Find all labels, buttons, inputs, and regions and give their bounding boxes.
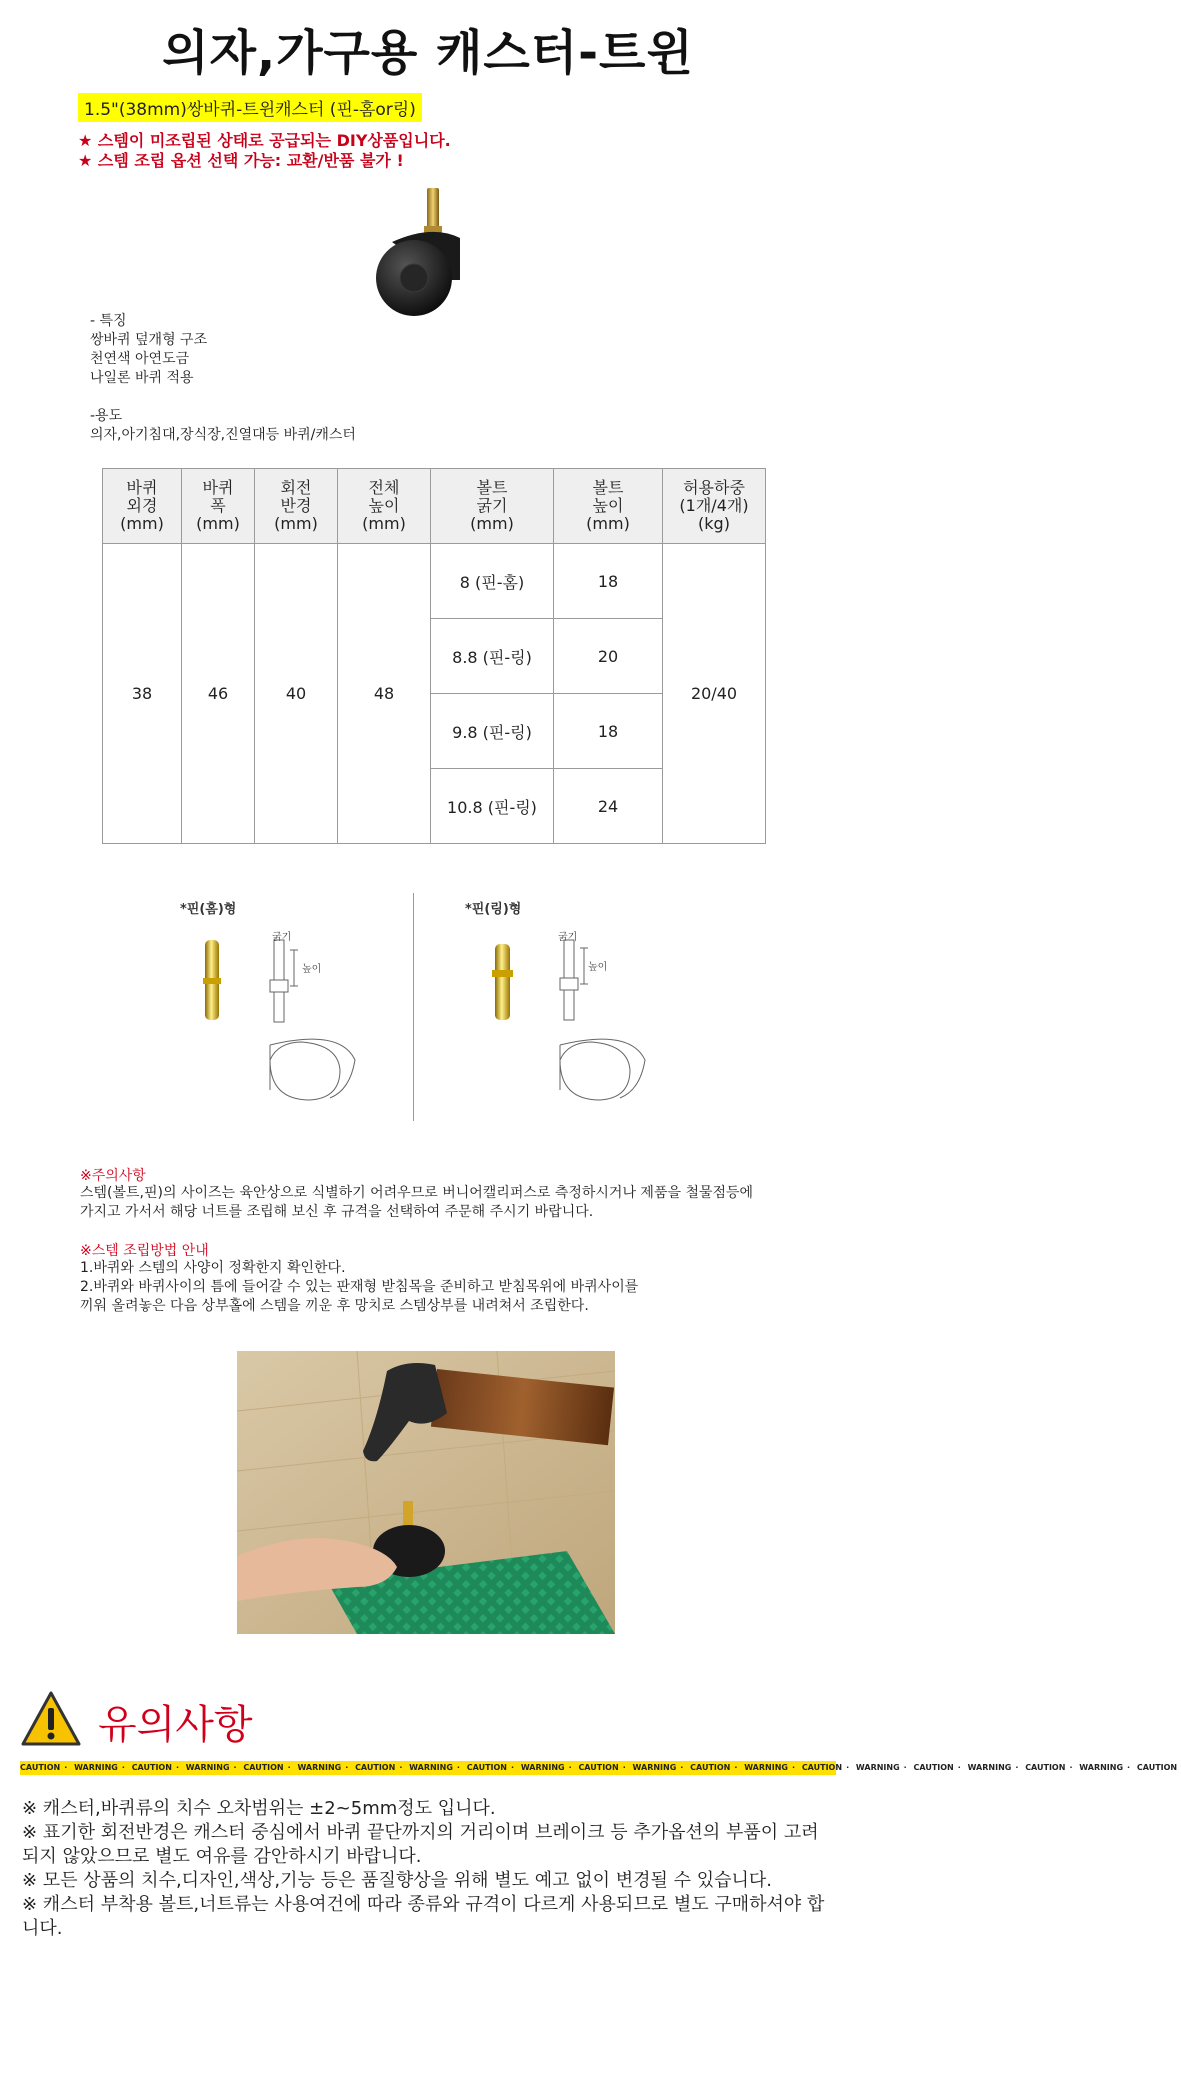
cell-bolt-height: 24 [554, 769, 663, 844]
cell-bolt-height: 18 [554, 544, 663, 619]
caution-strip: CAUTION · WARNING · CAUTION · WARNING · CAUTION · WARNING · CAUTION · WARNING · CAUTION · WARNING · CAUTION · WARNING · CAUTION · WARNING · CAUTION · WARNING · CAUTION · WARNING · CAUTION · WARNING · CAUTION [20, 1761, 836, 1775]
spec-table [102, 468, 766, 844]
caution-item: ※ 모든 상품의 치수,디자인,색상,기능 등은 품질향상을 위해 별도 예고 없이 변경될 수 있습니다. [22, 1870, 772, 1891]
caution-item: ※ 캐스터 부착용 볼트,너트류는 사용여건에 따라 종류와 규격이 다르게 사용되므로 별도 구매하셔야 합니다. [22, 1894, 825, 1939]
cell-bolt-height: 18 [554, 694, 663, 769]
caution-title: 유의사항 [98, 1702, 253, 1748]
warning-word: WARNING [74, 1763, 118, 1772]
header-wheel-width: 바퀴 폭 (mm) [182, 469, 255, 544]
header-load: 허용하중 (1개/4개) (kg) [663, 469, 766, 544]
pin-groove-diagram [190, 920, 370, 1120]
cell-bolt-height: 20 [554, 619, 663, 694]
header-total-height: 전체 높이 (mm) [338, 469, 431, 544]
header-swivel-radius: 회전 반경 (mm) [255, 469, 338, 544]
caster-product-image [352, 180, 472, 330]
pin-ring-label: *핀(링)형 [465, 902, 522, 917]
header-bolt-height: 볼트 높이 (mm) [554, 469, 663, 544]
notice-text: 스템(볼트,핀)의 사이즈는 육안상으로 식별하기 어려우므로 버니어캘리퍼스로 측정하시거나 제품을 철물점등에 가지고 가서서 해당 너트를 조립해 보신 후 규격을 선택하여 주문해 주시기 바랍니다. [80, 1185, 754, 1220]
table-row [103, 544, 766, 619]
cell-load: 20/40 [663, 544, 766, 844]
caution-item: ※ 캐스터,바퀴류의 치수 오차범위는 ±2~5mm정도 입니다. [22, 1798, 496, 1819]
header-bolt-dia: 볼트 굵기 (mm) [431, 469, 554, 544]
pin-groove-label: *핀(홈)형 [180, 902, 237, 917]
right-height-label: 높이 [588, 962, 608, 973]
cell-bolt-dia: 10.8 (핀-링) [431, 769, 554, 844]
cell-bolt-dia: 8 (핀-홈) [431, 544, 554, 619]
cell-total-height: 48 [338, 544, 431, 844]
warning-assembly: ★ 스템 조립 옵션 선택 가능: 교환/반품 불가 ! [78, 151, 404, 170]
cell-swivel-radius: 40 [255, 544, 338, 844]
assembly-guide-text: 1.바퀴와 스템의 사양이 정확한지 확인한다. 2.바퀴와 바퀴사이의 틈에 들어갈 수 있는 판재형 받침목을 준비하고 받침목위에 바퀴사이를 끼워 올려놓은 다음 상부홀에 스템을 끼운 후 망치로 스템상부를 내려쳐서 조립한다. [80, 1260, 639, 1314]
warning-triangle-icon [20, 1690, 82, 1748]
cell-wheel-width: 46 [182, 544, 255, 844]
diagram-divider [413, 893, 414, 1121]
features-text: - 특징 쌍바퀴 덮개형 구조 천연색 아연도금 나일론 바퀴 적용 -용도 의자,아기침대,장식장,진열대등 바퀴/캐스터 [90, 313, 356, 443]
cell-bolt-dia: 9.8 (핀-링) [431, 694, 554, 769]
assembly-guide-title: ※스템 조립방법 안내 [80, 1243, 209, 1259]
product-subtitle: 1.5"(38mm)쌍바퀴-트윈캐스터 (핀-홈or링) [78, 93, 422, 122]
cell-bolt-dia: 8.8 (핀-링) [431, 619, 554, 694]
notice-title: ※주의사항 [80, 1168, 146, 1184]
left-height-label: 높이 [302, 964, 322, 975]
header-wheel-dia: 바퀴 외경 (mm) [103, 469, 182, 544]
caution-word: CAUTION [20, 1763, 61, 1772]
page-title: 의자,가구용 캐스터-트윈 [162, 25, 694, 81]
right-thickness-label: 굵기 [558, 932, 578, 943]
caution-item: ※ 표기한 회전반경은 캐스터 중심에서 바퀴 끝단까지의 거리이며 브레이크 등 추가옵션의 부품이 고려되지 않았으므로 별도 여유를 감안하시기 바랍니다. [22, 1822, 819, 1867]
assembly-photo [237, 1351, 615, 1634]
caution-list [22, 1797, 834, 1941]
cell-wheel-dia: 38 [103, 544, 182, 844]
warning-diy: ★ 스템이 미조립된 상태로 공급되는 DIY상품입니다. [78, 131, 451, 150]
left-thickness-label: 굵기 [272, 932, 292, 943]
pin-ring-diagram [480, 920, 660, 1120]
spec-table-header-row [103, 469, 766, 544]
